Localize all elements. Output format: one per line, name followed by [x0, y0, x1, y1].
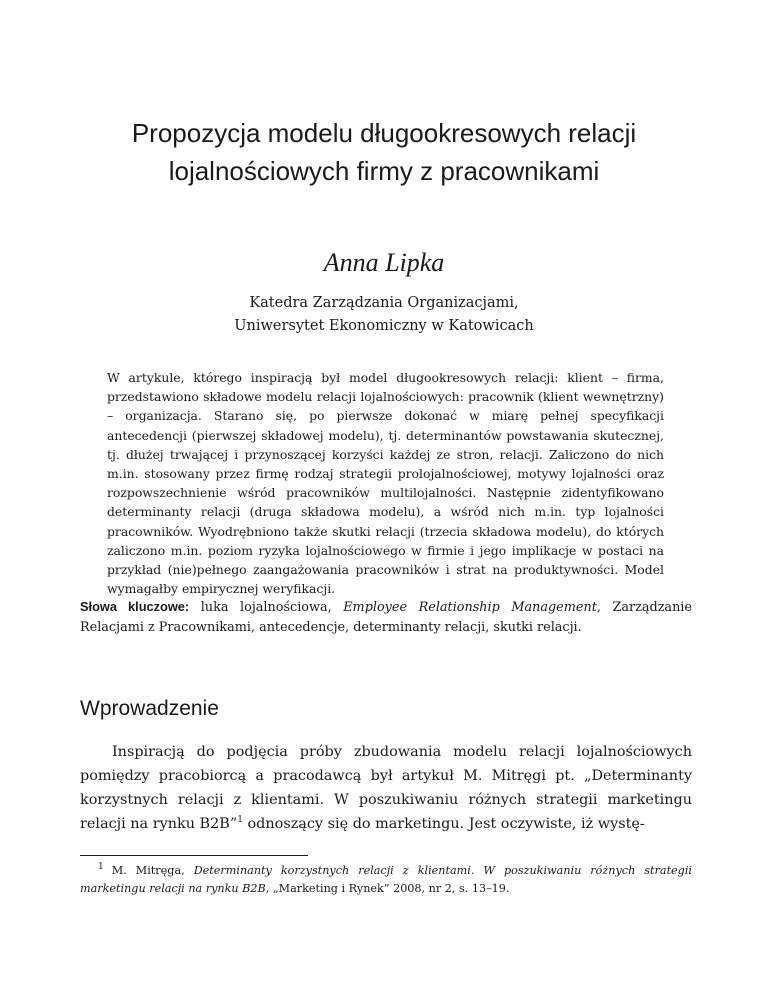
footnote-reference: 1: [237, 815, 243, 826]
title-line-1: Propozycja modelu długookresowych relacji: [131, 118, 637, 148]
keywords-italic-term: Employee Relationship Management: [343, 600, 597, 615]
body-text-before-note: Inspiracją do podjęcia próby zbudowania modelu relacji lojalnościowych pomiędzy pracobiorcą a pracodawcą był artykuł M. Mitręgi pt. „Determinanty korzystnych relacji z klientami. W poszukiwaniu różnych strategii marketingu relacji na rynku B2B”: [80, 744, 692, 832]
author-name: Anna Lipka: [323, 248, 445, 277]
body-paragraph: [80, 740, 692, 836]
footnote-divider: [80, 855, 308, 856]
keywords-part-2: , Zarządzanie Relacjami z Pracownikami, antecedencje, determinanty relacji, skutki relacji.: [80, 600, 692, 635]
abstract: W artykule, którego inspiracją był model długookresowych relacji: klient – firma, przedstawiono składowe modelu relacji lojalnościowych: pracownik (klient wewnętrzny) – organizacja. Starano się, po pierwsze dokonać w miarę pełnej specyfikacji antecedencji (pierwszej składowej modelu), tj. determinantów powstawania skutecznej, tj. dłużej trwającej i przynoszącej korzyści każdej ze stron, relacji. Zaliczono do nich m.in. stosowany przez firmę rodzaj strategii prolojalnościowej, motywy lojalności oraz rozpowszechnienie wśród pracowników multilojalności. Następnie zidentyfikowano determinanty relacji (druga składowa modelu), a wśród nich m.in. typ lojalności pracowników. Wyodrębniono także skutki relacji (trzecia składowa modelu), do których zaliczono m.in. poziom ryzyka lojalnościowego w firmie i jego implikacje w postaci na przykład (nie)pełnego zaangażowania pracowników i strat na produktywności. Model wymagałby empirycznej weryfikacji.: [107, 370, 664, 597]
affiliation-line-2: Uniwersytet Ekonomiczny w Katowicach: [234, 318, 534, 334]
footnote-author: M. Mitręga,: [111, 864, 194, 877]
footnote-title: Determinanty korzystnych relacji z klientami. W poszukiwaniu różnych strategii marketingu relacji na rynku B2B: [80, 864, 692, 895]
title-line-2: lojalnościowych firmy z pracownikami: [168, 156, 600, 186]
footnote: [80, 862, 692, 897]
keywords-part-1: luka lojalnościowa,: [189, 600, 344, 615]
keywords-label: Słowa kluczowe:: [80, 599, 190, 614]
body-text-after-note: odnoszący się do marketingu. Jest oczywiste, iż wystę-: [242, 816, 645, 832]
body-text: [80, 740, 692, 836]
footnote-number: 1: [98, 862, 104, 873]
paper-title: [40, 114, 728, 190]
section-heading: Wprowadzenie: [80, 697, 219, 720]
keywords: [80, 597, 692, 637]
footnote-source: , „Marketing i Rynek” 2008, nr 2, s. 13–19.: [265, 881, 510, 895]
affiliation-line-1: Katedra Zarządzania Organizacjami,: [249, 295, 519, 311]
affiliation: [0, 292, 768, 338]
